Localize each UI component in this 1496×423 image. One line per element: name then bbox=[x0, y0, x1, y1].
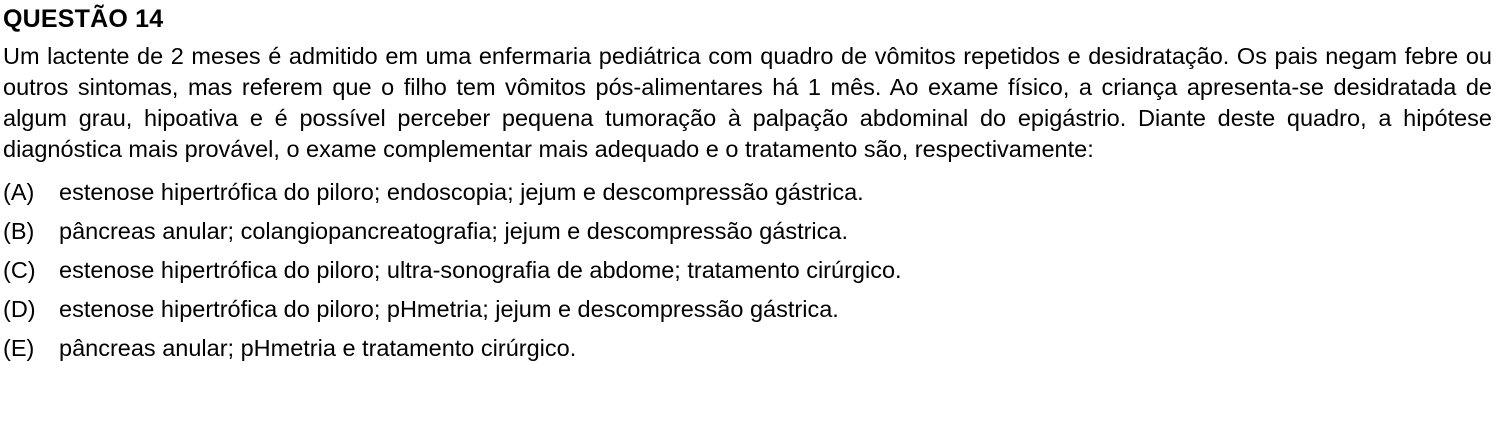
option-letter: (D) bbox=[3, 296, 36, 322]
question-page bbox=[0, 4, 1496, 423]
option-b[interactable] bbox=[3, 218, 1492, 245]
option-letter: (A) bbox=[3, 179, 35, 205]
option-text: estenose hipertrófica do piloro; endoscopia; jejum e descompressão gástrica. bbox=[59, 179, 864, 205]
answer-options bbox=[3, 179, 1492, 362]
question-title: QUESTÃO 14 bbox=[3, 5, 164, 33]
question-stem: Um lactente de 2 meses é admitido em uma enfermaria pediátrica com quadro de vômitos repetidos e desidratação. Os pais negam febre ou outros sintomas, mas referem que o filho tem vômitos pós-alimentares há 1 mês. Ao exame físico, a criança apresenta-se desidratada de algum grau, hipoativa e é possível perceber pequena tumoração à palpação abdominal do epigástrio. Diante deste quadro, a hipótese diagnóstica mais provável, o exame complementar mais adequado e o tratamento são, respectivamente: bbox=[3, 43, 1492, 162]
option-text: pâncreas anular; colangiopancreatografia; jejum e descompressão gástrica. bbox=[59, 218, 849, 244]
option-e[interactable] bbox=[3, 335, 1492, 362]
option-text: estenose hipertrófica do piloro; pHmetria; jejum e descompressão gástrica. bbox=[59, 296, 839, 322]
option-letter: (B) bbox=[3, 218, 35, 244]
option-letter: (E) bbox=[3, 335, 35, 361]
option-c[interactable] bbox=[3, 257, 1492, 284]
option-a[interactable] bbox=[3, 179, 1492, 206]
option-d[interactable] bbox=[3, 296, 1492, 323]
option-letter: (C) bbox=[3, 257, 36, 283]
option-text: estenose hipertrófica do piloro; ultra-sonografia de abdome; tratamento cirúrgico. bbox=[59, 257, 902, 283]
option-text: pâncreas anular; pHmetria e tratamento cirúrgico. bbox=[59, 335, 577, 361]
